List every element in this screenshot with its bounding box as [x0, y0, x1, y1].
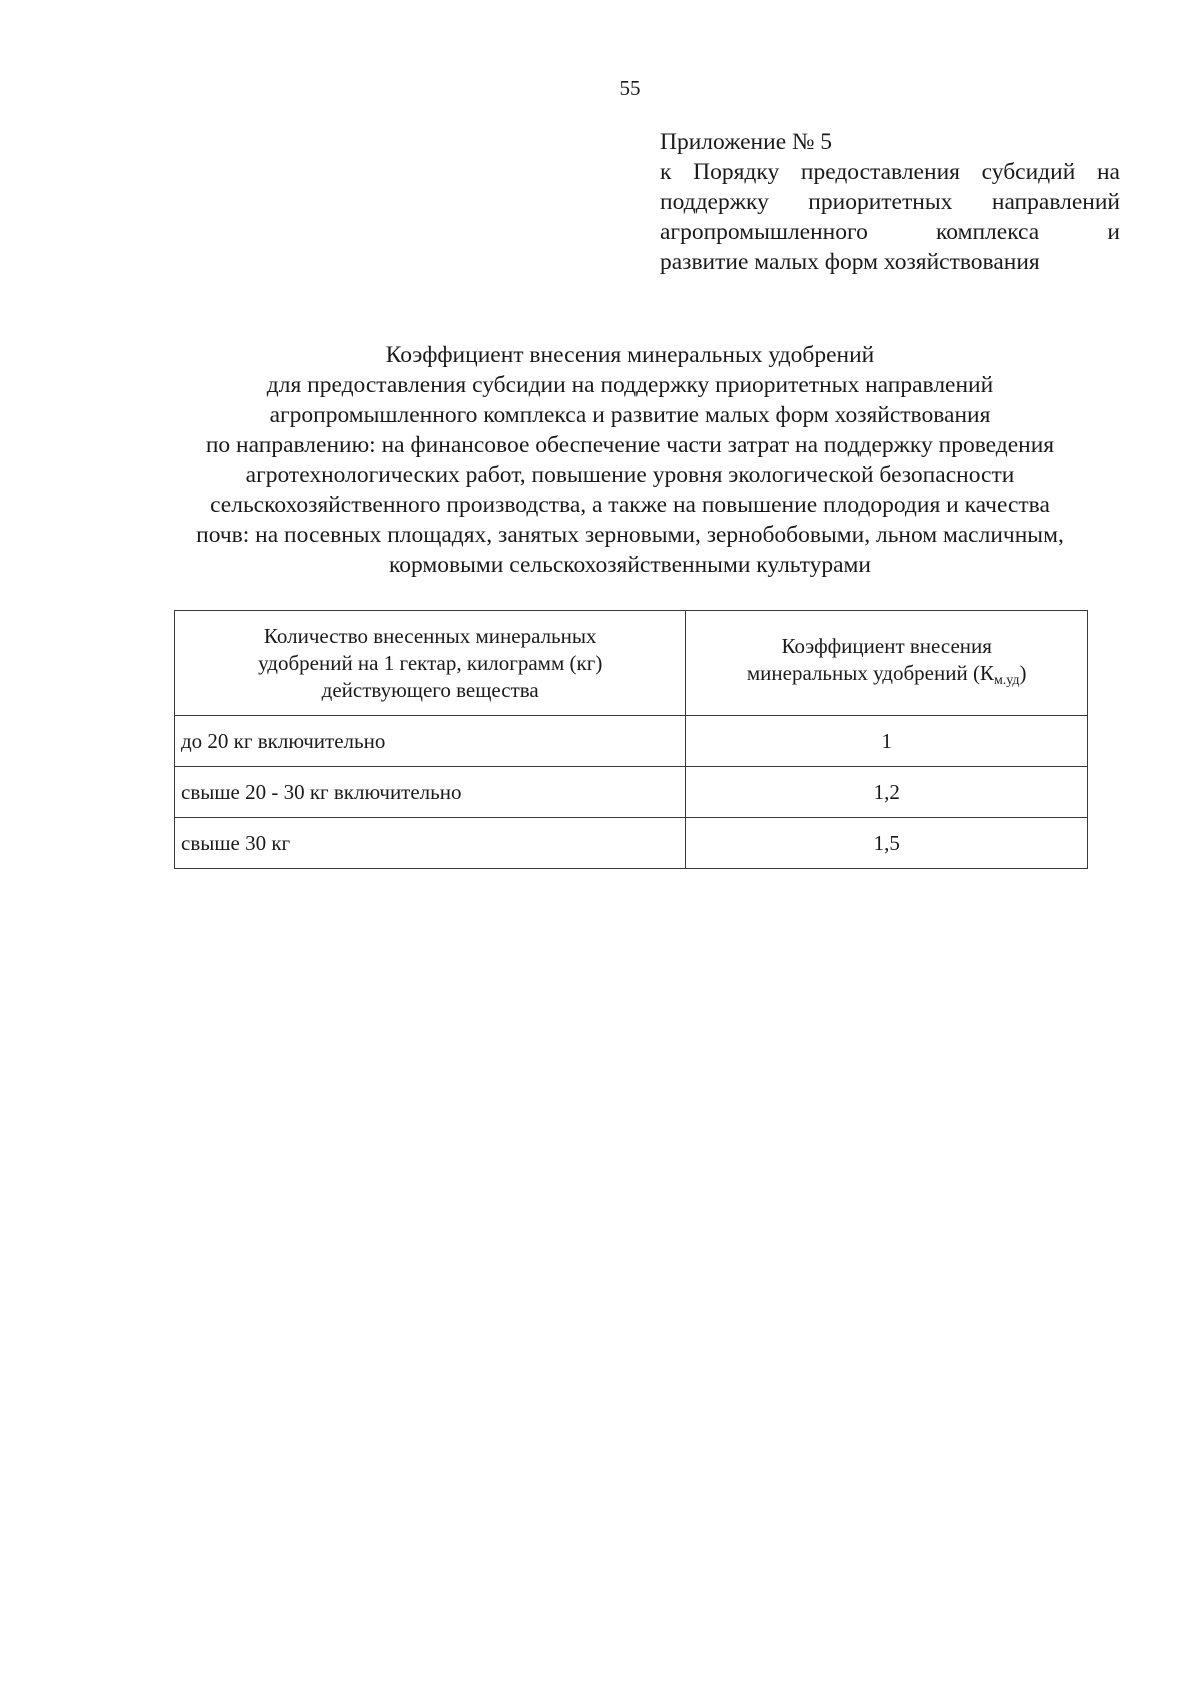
heading-line: почв: на посевных площадях, занятых зерновыми, зернобобовыми, льном масличным, [196, 522, 1064, 548]
heading-line: для предоставления субсидии на поддержку приоритетных направлений [266, 372, 994, 398]
header-amount [175, 611, 686, 716]
row-amount: свыше 30 кг [175, 818, 686, 869]
heading-line: сельскохозяйственного производства, а также на повышение плодородия и качества [210, 492, 1050, 518]
row-amount: свыше 20 - 30 кг включительно [175, 767, 686, 818]
table-row [175, 716, 1088, 767]
header-coefficient-line: Коэффициент внесения [781, 633, 992, 658]
coefficient-table [174, 610, 1088, 869]
table-header-row [175, 611, 1088, 716]
heading-line: агропромышленного комплекса и развитие малых форм хозяйствования [269, 402, 991, 428]
row-coefficient: 1 [686, 716, 1088, 767]
header-amount-line: Количество внесенных минеральных [263, 623, 597, 648]
row-coefficient: 1,2 [686, 767, 1088, 818]
appendix-block [660, 127, 1120, 277]
table-row [175, 767, 1088, 818]
header-coefficient-subscript: м.уд [993, 672, 1020, 688]
heading-line: агротехнологических работ, повышение уровня экологической безопасности [245, 462, 1015, 488]
header-amount-line: действующего вещества [321, 677, 539, 702]
header-amount-line: удобрений на 1 гектар, килограмм (кг) [258, 650, 603, 675]
heading-line: по направлению: на финансовое обеспечение части затрат на поддержку проведения [205, 432, 1055, 458]
document-heading [130, 340, 1130, 580]
page-number: 55 [619, 76, 641, 100]
appendix-title: Приложение № 5 [660, 129, 833, 155]
table-row [175, 818, 1088, 869]
header-coefficient-suffix: ) [1019, 660, 1027, 685]
appendix-line: развитие малых форм хозяйствования [660, 249, 1040, 275]
appendix-line: агропромышленного комплекса и [660, 219, 1120, 245]
heading-line: Коэффициент внесения минеральных удобрений [385, 342, 875, 368]
appendix-line: к Порядку предоставления субсидий на [660, 159, 1120, 185]
header-coefficient-prefix: минеральных удобрений (К [746, 660, 994, 685]
header-coefficient [686, 611, 1088, 716]
heading-line: кормовыми сельскохозяйственными культурами [389, 552, 871, 578]
appendix-line: поддержку приоритетных направлений [660, 189, 1120, 215]
row-coefficient: 1,5 [686, 818, 1088, 869]
header-coefficient-line [696, 660, 1077, 694]
row-amount: до 20 кг включительно [175, 716, 686, 767]
